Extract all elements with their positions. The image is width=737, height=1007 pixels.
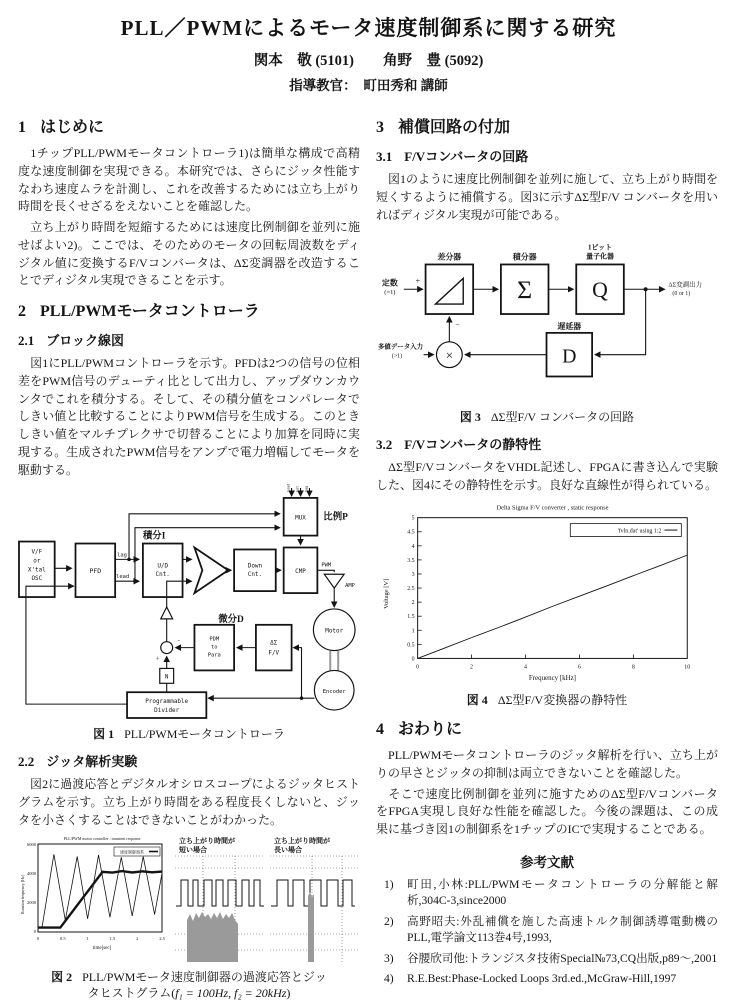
x-axis-ticks [416, 664, 690, 670]
svg-text:or: or [33, 557, 41, 565]
svg-text:4.5: 4.5 [407, 529, 415, 536]
svg-text:2000: 2000 [27, 899, 36, 905]
svg-text:差分器: 差分器 [437, 252, 462, 262]
svg-text:2: 2 [411, 600, 415, 607]
integrator-block [501, 252, 549, 315]
y-axis-ticks [407, 516, 414, 663]
n-block [160, 669, 174, 684]
svg-text:Para: Para [207, 652, 221, 659]
tick-marks [418, 532, 634, 659]
svg-text:D: D [562, 345, 577, 368]
svg-text:8: 8 [631, 664, 635, 671]
svg-text:0: 0 [416, 664, 420, 671]
updown-counter-block [143, 544, 183, 598]
figure-2-scope-short [173, 834, 265, 966]
section-2-heading: 2 PLL/PWMモータコントローラ [18, 303, 260, 320]
svg-text:3: 3 [411, 571, 415, 578]
svg-text:Down: Down [247, 562, 263, 570]
figure-4-caption: 図 4 ΔΣ型F/V変換器の静特性 [466, 692, 628, 707]
annotation-long-line1: 立ち上がり時間が [274, 836, 330, 845]
svg-text:5: 5 [411, 515, 415, 522]
plus-sign: + [415, 276, 421, 286]
chart-title: Delta Sigma F/V converter , static response [496, 504, 609, 512]
multivalue-input-label: 多値データ入力 [377, 343, 424, 351]
left-column [18, 106, 360, 1007]
section-3-1-paragraph: 図1のように速度比例制御を並列に施して、立ち上がり時間を短くするように補償する。図3に示すΔΣ型F/V コンバータを用いればディジタル実現が可能である。 [376, 172, 718, 222]
svg-text:to: to [210, 644, 218, 651]
mux-input-label: lot [295, 485, 300, 493]
figure-2 [18, 834, 360, 1001]
mux-input-label: lag [304, 485, 309, 493]
minus-sign: − [455, 320, 460, 330]
proportional-label: 比例P [323, 512, 348, 523]
figure-1-caption: 図 1 PLL/PWMモータコントローラ [93, 727, 285, 742]
svg-text:V/F: V/F [31, 548, 43, 556]
annotation-long-line2: 長い場合 [274, 845, 302, 854]
delay-block [547, 321, 593, 377]
right-column [376, 106, 718, 1007]
amp-triangle [324, 575, 344, 589]
svg-text:4000: 4000 [27, 870, 36, 876]
svg-text:6000: 6000 [27, 841, 36, 847]
chart-legend: 'fvln.dat' using 1:2 [617, 528, 662, 535]
annotation-short-line2: 短い場合 [179, 845, 207, 854]
figure-3-caption: 図 3 ΔΣ型F/V コンバータの回路 [459, 410, 635, 425]
figure-3-delta-sigma-diagram [376, 228, 718, 406]
svg-text:(=1): (=1) [384, 289, 396, 297]
annotation-short-line1: 立ち上がり時間が [179, 836, 235, 845]
differentiator-block [426, 252, 474, 315]
svg-text:1.5: 1.5 [109, 935, 116, 941]
svg-text:Divider: Divider [154, 707, 180, 715]
svg-text:2: 2 [470, 664, 474, 671]
svg-text:0.5: 0.5 [59, 935, 66, 941]
svg-text:1: 1 [411, 628, 415, 635]
section-4-paragraph-1: PLL/PWMモータコントローラのジッタ解析を行い、立ち上がりの早さとジッタの抑制は両立できないことを確認した。 [376, 748, 718, 780]
figure-1-block-diagram [18, 483, 360, 723]
static-response-line [418, 555, 688, 658]
advisor: 指導教官： 町田秀和 講師 [289, 78, 448, 93]
pwm-waveform [176, 880, 264, 906]
svg-text:MUX: MUX [295, 514, 306, 522]
pdm-to-para-block [194, 625, 234, 671]
reference-item: 1) 町田,小林:PLL/PWMモータコントローラの分解能と解析,304C-3,since2000 [384, 877, 718, 908]
svg-text:U/D: U/D [157, 562, 169, 570]
plot-xlabel: time[sec] [92, 945, 112, 951]
svg-text:N: N [164, 673, 169, 681]
figure-2-transient-plot [18, 834, 170, 966]
section-3-2-paragraph: ΔΣ型F/VコンバータをVHDL記述し、FPGAに書き込んで実験した、図4にその静特性を示す。良好な直線性が得られている。 [376, 460, 718, 493]
svg-text:CMP: CMP [295, 568, 306, 576]
svg-text:3.5: 3.5 [407, 557, 415, 564]
svg-text:0: 0 [33, 928, 36, 934]
section-1-paragraph-1: 1チップPLL/PWMモータコントローラ1)は簡単な構成で高精度な速度制御を実現できる。本研究では、さらにジッタ性能すなわち速度ムラを計測し、これを改善するためには立ち上がり時間を長くせざるをえないことを確認した。 [18, 146, 360, 214]
svg-text:(>1): (>1) [391, 353, 403, 360]
svg-text:0.5: 0.5 [407, 642, 415, 649]
page-title: PLL／PWMによるモータ速度制御系に関する研究 [120, 16, 617, 40]
osc-block [19, 542, 55, 598]
chart-xlabel: Frequency [kHz] [528, 675, 576, 683]
reference-item: 4) R.E.Best:Phase-Locked Loops 3rd.ed.,McGraw-Hill,1997 [384, 972, 677, 986]
svg-text:(0 or 1): (0 or 1) [672, 291, 691, 298]
section-1-paragraph-2: 立ち上がり時間を短縮するためには速度比例制御を並列に施せばよい2)。ここでは、そのためのモータの回転周波数をディジタル値に変換するF/Vコンバータは、ΔΣ変調器を改造することでディジタル実現できることを示す。 [18, 220, 360, 288]
multiplier-junction [436, 342, 462, 368]
svg-text:積分器: 積分器 [512, 252, 537, 262]
svg-text:ΔΣ: ΔΣ [270, 639, 278, 647]
amp-label: AMP [345, 583, 355, 590]
svg-text:2: 2 [136, 935, 139, 941]
svg-text:OSC: OSC [31, 575, 43, 583]
svg-text:1.5: 1.5 [407, 614, 415, 621]
oscillating-trace [38, 854, 162, 927]
output-label: ΔΣ変調出力 [668, 281, 703, 289]
section-2-2-paragraph: 図2に過渡応答とデジタルオシロスコープによるジッタヒストグラムを示す。立ち上がり時間をある程度長くしないと、ジッタを小さくすることはできないことがわかった。 [18, 777, 360, 827]
authors: 関本 敬 (5101) 角野 豊 (5092) [253, 53, 484, 69]
section-2-2-heading: 2.2 ジッタ解析実験 [18, 754, 138, 770]
pfd-block [75, 544, 115, 598]
integral-label: 積分I [142, 531, 166, 542]
ramp-trace [38, 871, 162, 928]
section-4-heading: 4 おわりに [376, 721, 463, 739]
plot-title: PLL/PWM motor controller : transient response [63, 835, 141, 841]
svg-text:Σ: Σ [517, 275, 533, 305]
svg-text:10: 10 [684, 664, 691, 671]
delta-sigma-fv-block [256, 625, 292, 671]
svg-text:量子化器: 量子化器 [586, 253, 614, 261]
minus-sign: - [177, 637, 180, 645]
svg-text:4: 4 [411, 543, 415, 550]
svg-text:PDM: PDM [209, 636, 220, 643]
plot-ylabel: Rotation frequency [Hz] [20, 874, 25, 914]
quantizer-block [576, 244, 624, 314]
down-counter-block [234, 550, 276, 592]
figure-3 [376, 228, 718, 425]
reference-item: 3) 谷腰欣司他:トランジスタ技術Special№73,CQ出版,p89〜,2001 [384, 951, 718, 965]
figure-2-caption: 図 2 PLL/PWMモータ速度制御器の過渡応答とジッ タヒストグラム(f₁ = 100Hz, f₂ = 20kHz) [51, 969, 327, 1000]
gain-triangle [161, 607, 173, 619]
sum-junction [161, 642, 173, 654]
pwm-label: PWM [321, 562, 332, 569]
plot-legend: 速度制御器系 [120, 849, 144, 855]
chart-ylabel: Voltage [V] [382, 578, 390, 609]
svg-text:Cnt.: Cnt. [247, 571, 263, 579]
section-1-heading: 1 はじめに [18, 119, 105, 136]
svg-text:2.5: 2.5 [407, 585, 415, 592]
svg-text:0: 0 [411, 656, 415, 663]
section-3-1-heading: 3.1 F/Vコンバータの回路 [376, 149, 529, 164]
svg-text:2.5: 2.5 [159, 935, 165, 941]
references-heading: 参考文献 [520, 854, 574, 870]
svg-text:Programmable: Programmable [145, 698, 189, 706]
figure-1 [18, 483, 360, 742]
svg-text:1ビット: 1ビット [588, 244, 613, 252]
svg-text:0: 0 [36, 935, 40, 941]
section-4-paragraph-2: そこで速度比例制御を並列に施すためのΔΣ型F/VコンバータをFPGA実現し良好な性能を確認した。今後の課題は、この成果に基づき図1の制御系を1チップのICで実現することである。 [376, 786, 718, 837]
svg-text:Encoder: Encoder [322, 689, 346, 696]
svg-text:6: 6 [577, 664, 581, 671]
jitter-histogram-narrow [308, 892, 314, 962]
derivative-label: 微分D [218, 615, 244, 626]
svg-text:Q: Q [592, 278, 608, 303]
adder-mux-shape [194, 548, 228, 594]
svg-text:1: 1 [86, 935, 89, 941]
svg-text:PFD: PFD [89, 567, 102, 576]
plus-sign: + [155, 655, 160, 663]
svg-text:×: × [445, 348, 453, 363]
figure-4-static-response-chart [376, 499, 718, 689]
svg-text:Motor: Motor [325, 627, 344, 635]
figure-4 [376, 499, 718, 708]
motor-symbol [313, 609, 355, 651]
svg-text:4: 4 [524, 664, 527, 671]
section-3-2-heading: 3.2 F/Vコンバータの静特性 [376, 437, 542, 453]
section-2-1-paragraph: 図1にPLL/PWMコントローラを示す。PFDは2つの信号の位相差をPWM信号のデューティ比として出力し、アップダウンカウンタでこれを積分する。そして、その積分値をコンパレータでしきい値と比較することによりPWM信号を生成する。このときしきい値をマルチプレクサで切替ることにより加算を同時に実現する。生成されたPWM信号をアンプで電力増幅してモータを駆動する。 [18, 356, 360, 477]
svg-text:F/V: F/V [268, 649, 280, 657]
lead-label: lead [116, 574, 130, 581]
two-column-body [18, 106, 719, 1007]
encoder-symbol [314, 671, 354, 711]
svg-text:遅延器: 遅延器 [557, 322, 582, 332]
comparator-block [284, 548, 318, 594]
lag-label: lag [117, 552, 127, 559]
svg-text:X'tal: X'tal [27, 566, 46, 574]
svg-text:Cnt.: Cnt. [155, 571, 170, 579]
programmable-divider-block [127, 692, 206, 718]
constant-input-label: 定数 [381, 278, 398, 288]
mux-input-label: lead [286, 483, 291, 493]
section-3-heading: 3 補償回路の付加 [376, 119, 511, 136]
figure-2-scope-long [268, 834, 360, 966]
mux-block [284, 498, 318, 536]
jitter-histogram-wide [187, 912, 238, 962]
section-2-1-heading: 2.1 ブロック線図 [18, 333, 124, 348]
reference-item: 2) 高野昭夫:外乱補償を施した高速トルク制御誘導電動機のPLL,電学論文113巻4号,1993, [384, 914, 718, 945]
